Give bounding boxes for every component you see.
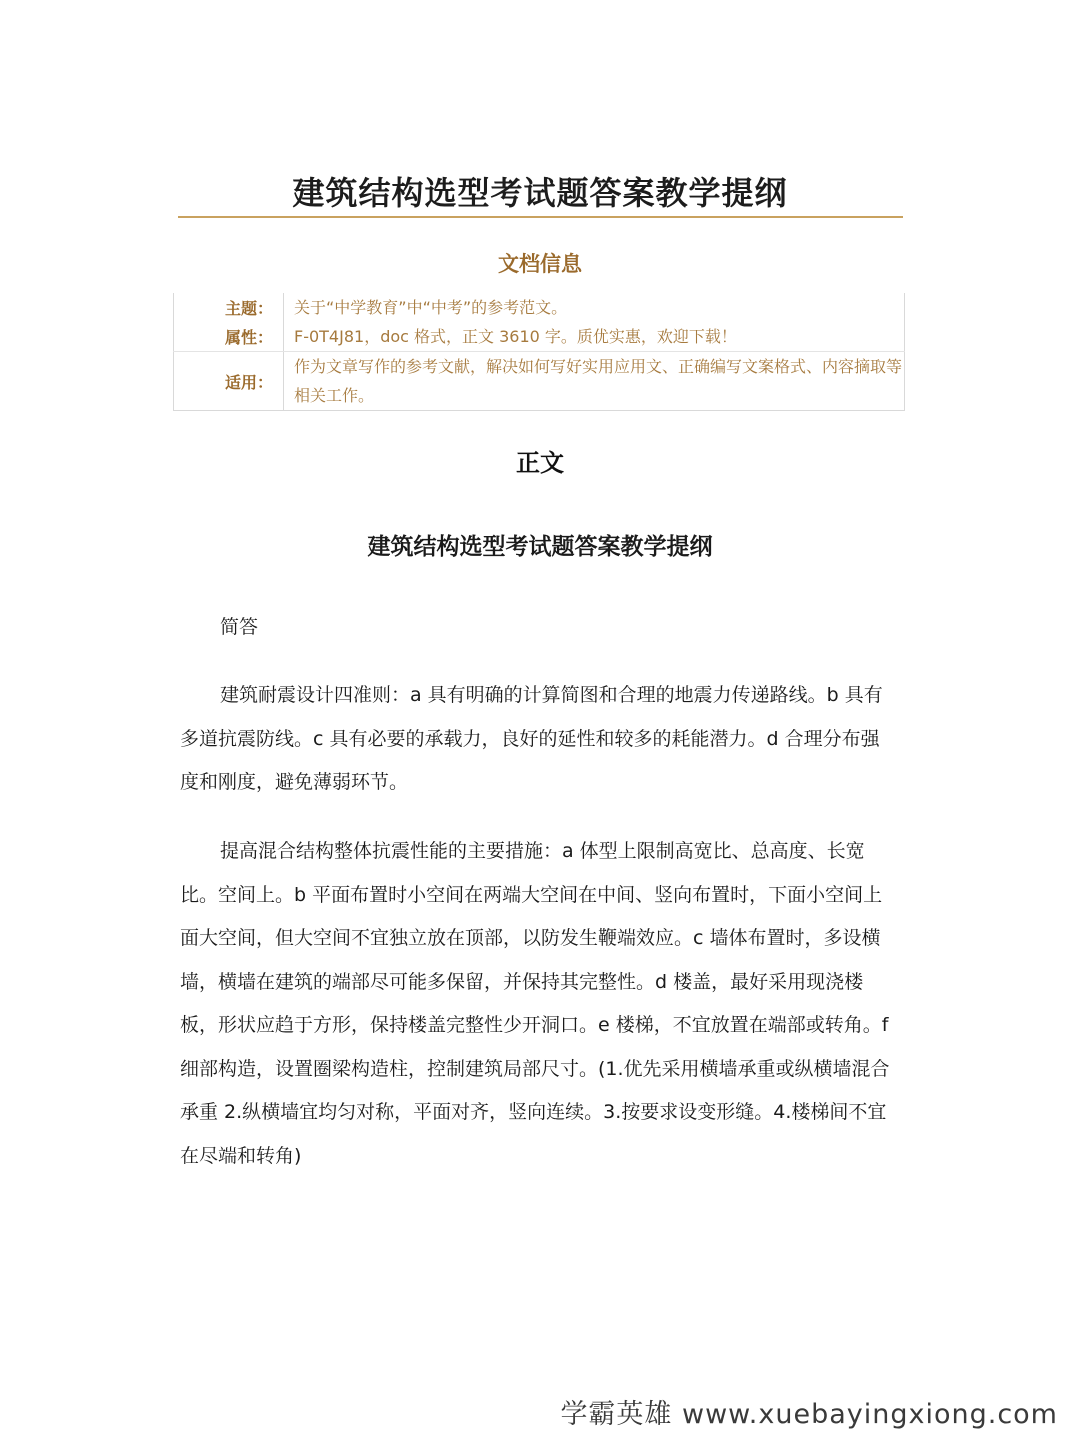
question-type-label: 简答	[220, 616, 259, 638]
title-divider	[178, 216, 903, 218]
body-title: 建筑结构选型考试题答案教学提纲	[367, 534, 713, 560]
document-title: 建筑结构选型考试题答案教学提纲	[292, 174, 788, 212]
section-heading-body: 正文	[516, 449, 564, 477]
paragraph-masonry-measures: 提高混合结构整体抗震性能的主要措施：a 体型上限制高宽比、总高度、长宽比。空间上。b 平面布置时小空间在两端大空间在中间、竖向布置时，下面小空间上面大空间，但大空间不宜独立放在顶部，以防发生鞭端效应。c 墙体布置时，多设横墙，横墙在建筑的端部尽可能多保留，并保持其完整性。d 楼盖，最好采用现浇楼板，形状应趋于方形，保持楼盖完整性少开洞口。e 楼梯，不宜放置在端部或转角。f 细部构造，设置圈梁构造柱，控制建筑局部尺寸。(1.优先采用横墙承重或纵横墙混合承重 2.纵横墙宜均匀对称，平面对齐，竖向连续。3.按要求设变形缝。4.楼梯间不宜在尽端和转角)	[180, 840, 890, 1167]
info-label-subject: 主题：	[174, 293, 284, 322]
info-value-attributes: F-0T4J81，doc 格式，正文 3610 字。质优实惠，欢迎下载！	[284, 322, 905, 352]
info-table	[173, 293, 905, 411]
info-label-attributes: 属性：	[174, 322, 284, 352]
info-row-subject	[174, 293, 905, 322]
info-heading: 文档信息	[498, 252, 582, 276]
info-row-usage	[174, 352, 905, 411]
paragraph-seismic-principles: 建筑耐震设计四准则：a 具有明确的计算简图和合理的地震力传递路线。b 具有多道抗震防线。c 具有必要的承载力，良好的延性和较多的耗能潜力。d 合理分布强度和刚度，避免薄弱环节。	[180, 684, 883, 793]
info-value-usage: 作为文章写作的参考文献，解决如何写好实用应用文、正确编写文案格式、内容摘取等相关工作。	[284, 352, 905, 411]
footer-brand-watermark: 学霸英雄 www.xuebayingxiong.com	[560, 1399, 1058, 1430]
info-row-attributes	[174, 322, 905, 352]
info-value-subject: 关于“中学教育”中“中考”的参考范文。	[284, 293, 905, 322]
info-label-usage: 适用：	[174, 352, 284, 411]
